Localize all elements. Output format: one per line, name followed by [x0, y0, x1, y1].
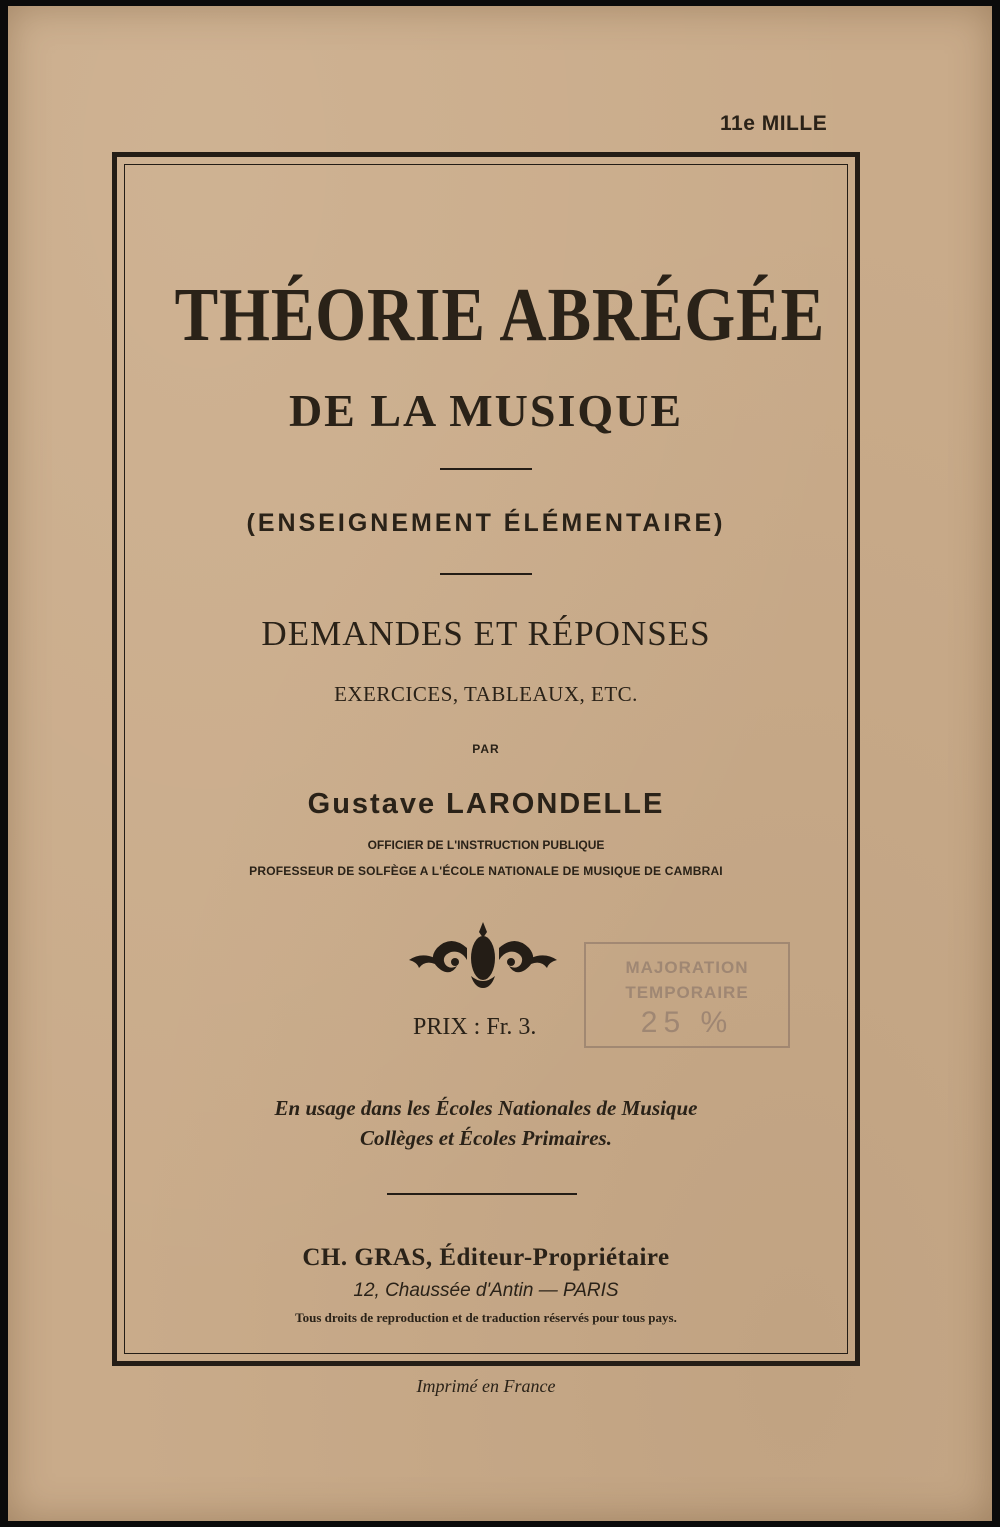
divider-rule-1 [440, 468, 532, 470]
publisher-name: CH. GRAS, Éditeur-Propriétaire [302, 1244, 670, 1271]
stamp-line-1: MAJORATION [625, 958, 749, 977]
usage-line-1: En usage dans les Écoles Nationales de Musique [274, 1096, 698, 1120]
imprint-label: Imprimé en France [416, 1376, 556, 1396]
stamp-line-2: TEMPORAIRE [625, 983, 749, 1002]
book-subtitle: DE LA MUSIQUE [288, 385, 684, 436]
rights-notice: Tous droits de reproduction et de traduction réservés pour tous pays. [295, 1310, 677, 1325]
stamp-line-3: 25 % [640, 1006, 734, 1039]
format-label: DEMANDES ET RÉPONSES [261, 614, 711, 653]
divider-rule-2 [440, 573, 532, 575]
usage-line-2: Collèges et Écoles Primaires. [360, 1126, 612, 1150]
level-label: (ENSEIGNEMENT ÉLÉMENTAIRE) [246, 509, 726, 537]
author-credential-1: OFFICIER DE L'INSTRUCTION PUBLIQUE [367, 838, 605, 852]
by-label: PAR [472, 742, 500, 756]
edition-label: 11e MILLE [720, 112, 828, 135]
divider-rule-3 [387, 1193, 577, 1195]
publisher-address: 12, Chaussée d'Antin — PARIS [353, 1280, 619, 1301]
price-label: PRIX : Fr. 3. [413, 1014, 537, 1040]
author-name: Gustave LARONDELLE [307, 788, 665, 820]
author-credential-2: PROFESSEUR DE SOLFÈGE A L'ÉCOLE NATIONALE DE MUSIQUE DE CAMBRAI [249, 864, 723, 878]
book-title: THÉORIE ABRÉGÉE [174, 273, 826, 357]
fleuron-ornament-icon [405, 918, 561, 990]
contents-label: EXERCICES, TABLEAUX, ETC. [334, 682, 638, 706]
